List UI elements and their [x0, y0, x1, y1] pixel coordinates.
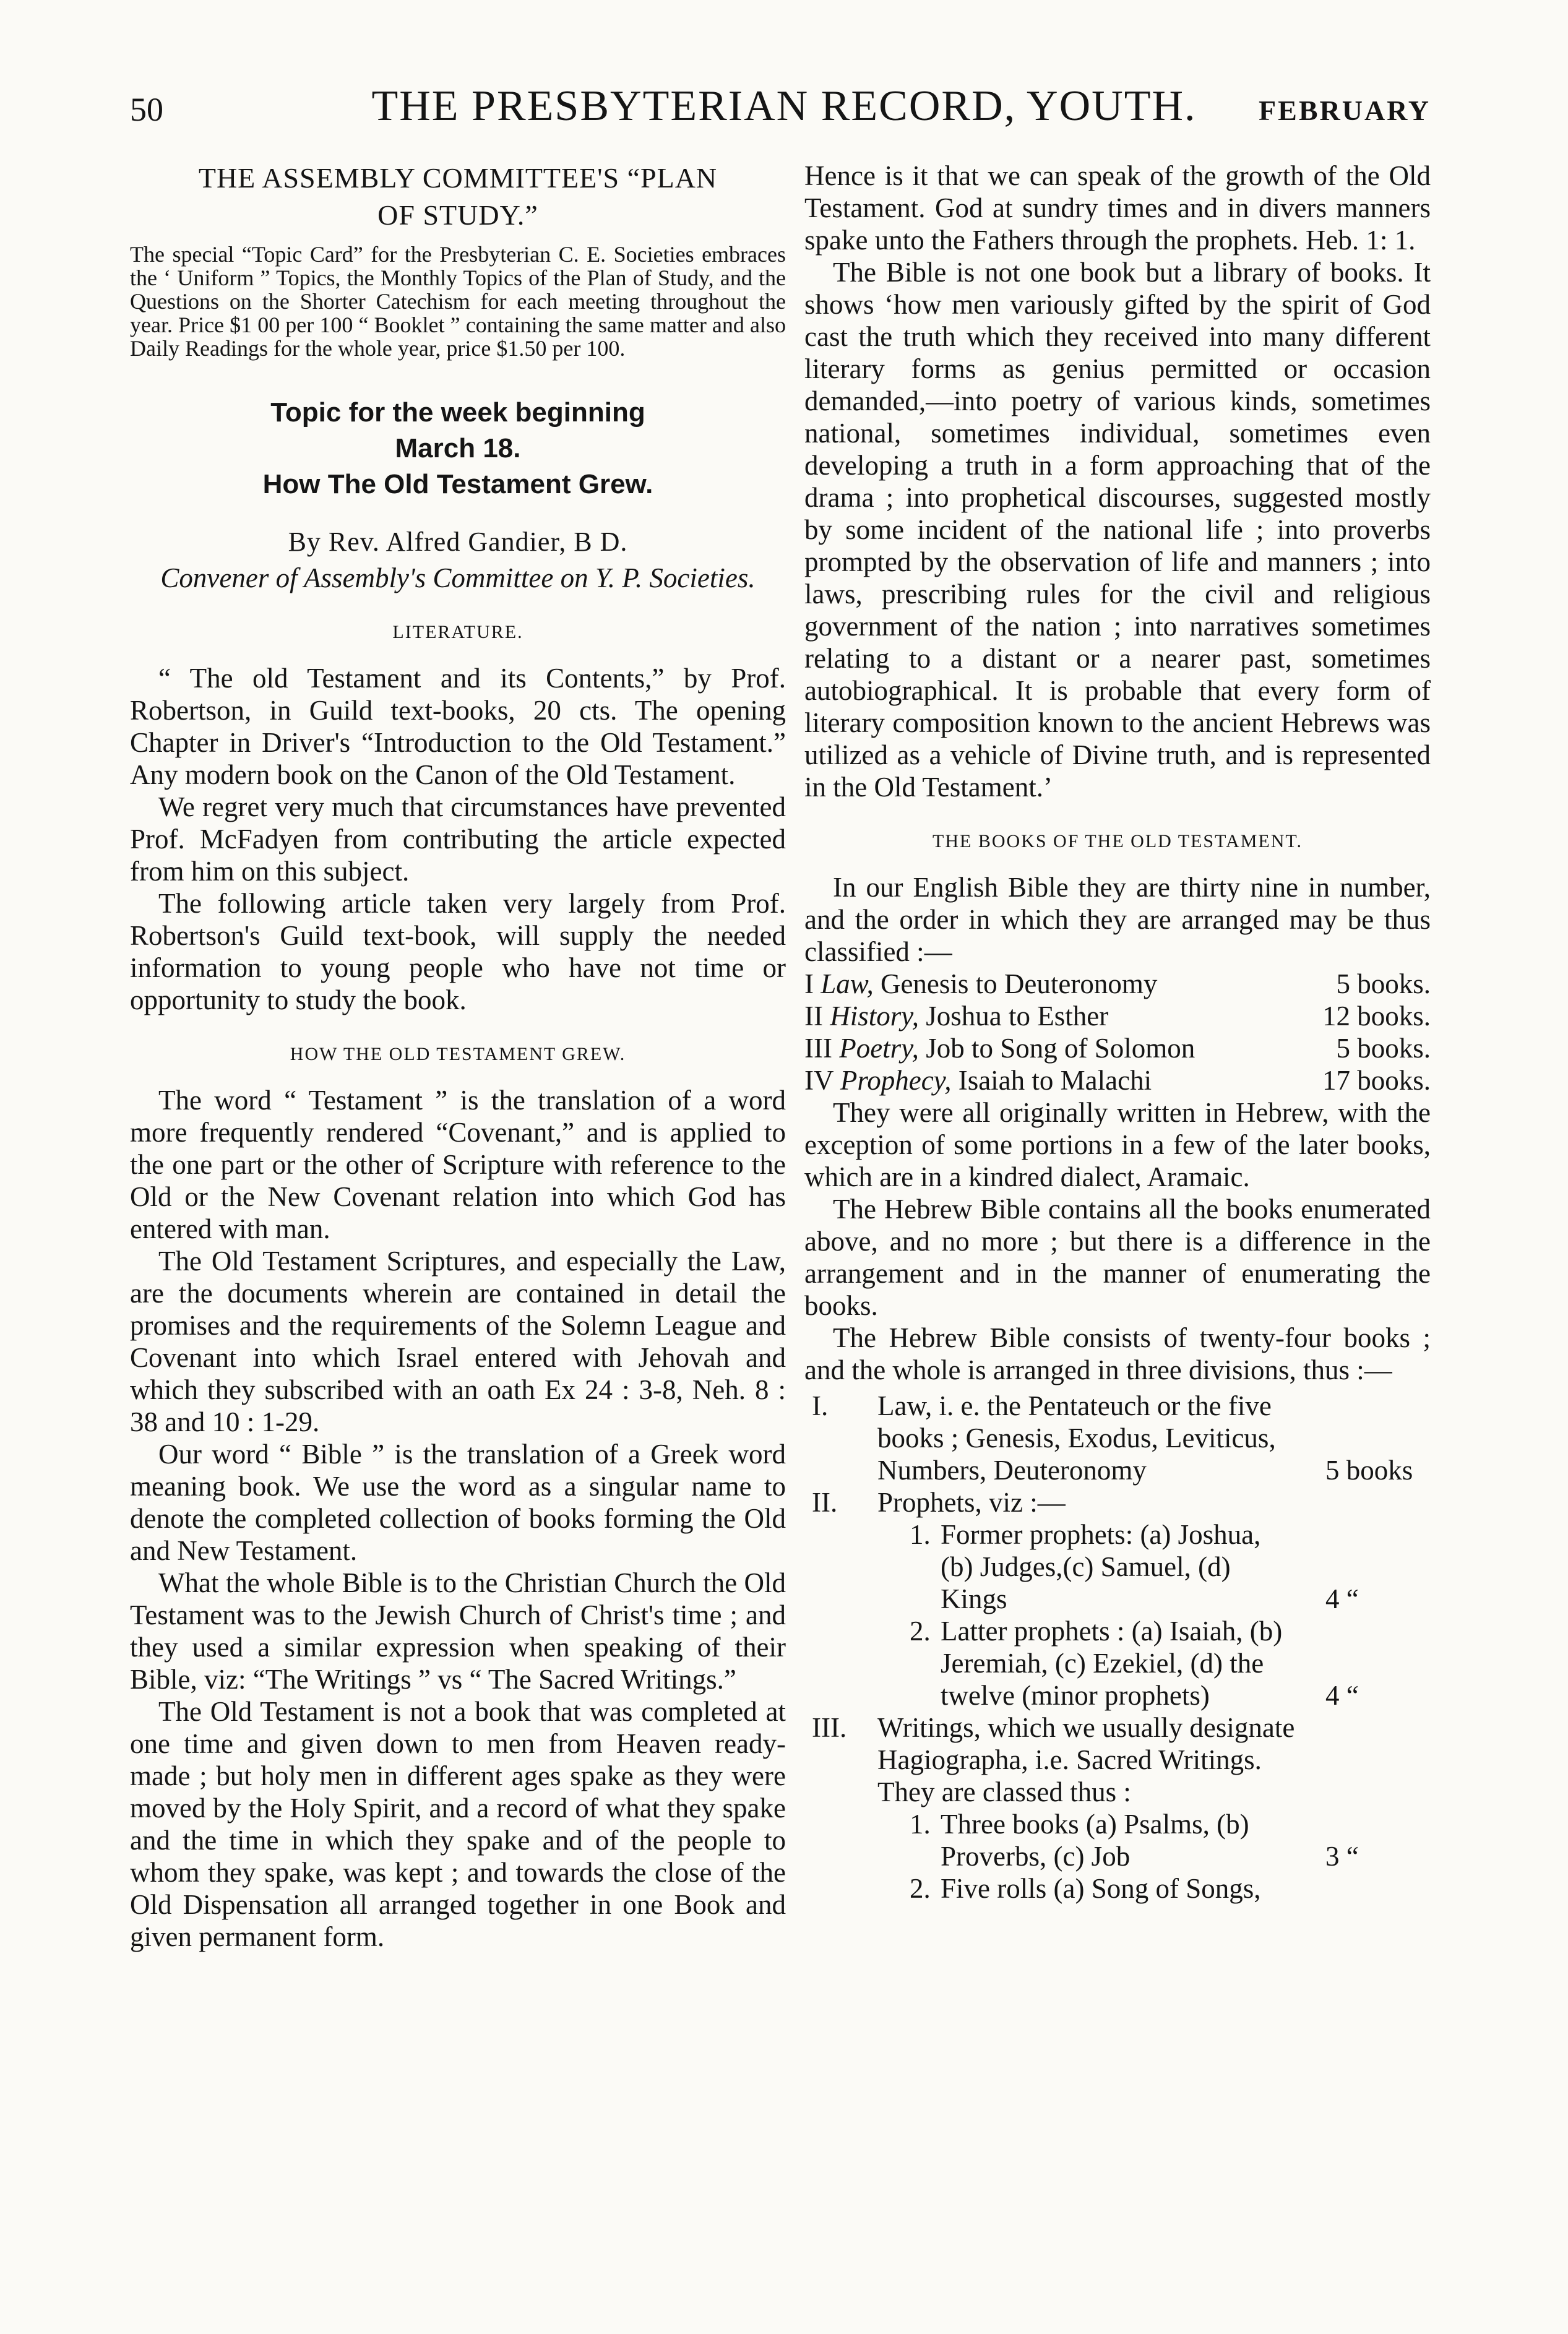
- left-column: [130, 160, 786, 2288]
- book-group-number: IV: [804, 1065, 834, 1096]
- paragraph: The Old Testament is not a book that was completed at one time and given down to men from Heaven ready-made ; but holy men in different ages spake as they were moved by the Holy Spirit, and a record of what they spake and the time in which they spake and of the people to whom they spake, was kept ; and towards the close of the Old Dispensation all arranged together in one Book and given permanent form.: [130, 1696, 786, 1952]
- paragraph: “ The old Testament and its Contents,” by Prof. Robertson, in Guild text-books, 20 cts. The opening Chapter in Driver's “Introduction to the Old Testament.” Any modern book on the Canon of the Old Testament.: [130, 663, 786, 790]
- book-group-row: [804, 1000, 1431, 1032]
- topic-title: How The Old Testament Grew.: [262, 469, 653, 499]
- subdivision-latter-prophets: [804, 1615, 1431, 1712]
- assembly-title-line: THE ASSEMBLY COMMITTEE'S “PLAN: [198, 162, 718, 194]
- paragraph: The Old Testament Scriptures, and especially the Law, are the documents wherein are contained in detail the promises and the requirements of the Solemn League and Covenant into which Israel entered with Jehovah and which they subscribed with an oath Ex 24 : 3-8, Neh. 8 : 38 and 10 : 1-29.: [130, 1246, 786, 1437]
- topic-date: March 18.: [395, 433, 521, 463]
- book-group-count: 17 books.: [1322, 1065, 1431, 1096]
- division-text: Law, i. e. the Pentateuch or the five books ; Genesis, Exodus, Leviticus, Numbers, Deuteronomy: [877, 1390, 1276, 1486]
- division-writings: [804, 1712, 1431, 1808]
- subdivision-number: 2.: [910, 1873, 931, 1904]
- subdivision-text: Five rolls (a) Song of Songs,: [941, 1873, 1261, 1904]
- book-group-cell: [804, 968, 1294, 1000]
- issue-month: FEBRUARY: [1259, 95, 1431, 126]
- page-number: 50: [130, 91, 163, 128]
- subdivision-five-rolls: [804, 1872, 1431, 1905]
- paragraph: We regret very much that circumstances have prevented Prof. McFadyen from contributing the article expected from him on this subject.: [130, 791, 786, 887]
- book-group-count: 12 books.: [1322, 1001, 1431, 1031]
- book-group-name: Prophecy,: [840, 1065, 952, 1096]
- book-group-cell: [804, 1032, 1294, 1064]
- book-group-name: Poetry,: [839, 1033, 919, 1064]
- book-group-name: Law,: [821, 968, 874, 999]
- book-group-cell: [804, 1000, 1294, 1032]
- book-group-range: Genesis to Deuteronomy: [873, 968, 1158, 999]
- subdivision-number: 2.: [910, 1616, 931, 1647]
- book-group-cell: [804, 1064, 1294, 1096]
- assembly-title: [130, 160, 786, 234]
- english-books-table: [804, 968, 1431, 1096]
- grew-heading: HOW THE OLD TESTAMENT GREW.: [290, 1044, 626, 1064]
- convener-line: Convener of Assembly's Committee on Y. P. Societies.: [160, 562, 756, 593]
- book-group-range: Joshua to Esther: [919, 1001, 1109, 1031]
- book-group-count: 5 books.: [1336, 968, 1431, 999]
- paragraph: The following article taken very largely from Prof. Robertson's Guild text-book, will supply the needed information to young people who have not time or opportunity to study the book.: [130, 888, 786, 1015]
- subdivision-count: 4 “: [1325, 1680, 1359, 1711]
- subdivision-text: Three books (a) Psalms, (b) Proverbs, (c) Job: [941, 1809, 1249, 1872]
- subdivision-text: Former prophets: (a) Joshua, (b) Judges,(c) Samuel, (d) Kings: [941, 1519, 1261, 1614]
- book-group-range: Isaiah to Malachi: [951, 1065, 1152, 1096]
- hebrew-divisions: [804, 1390, 1431, 1905]
- division-number: II.: [812, 1487, 838, 1518]
- book-group-row: [804, 1064, 1431, 1096]
- division-text: Writings, which we usually designate Hagiographa, i.e. Sacred Writings. They are classed thus :: [877, 1712, 1295, 1807]
- division-prophets: [804, 1486, 1431, 1518]
- book-group-row: [804, 1032, 1431, 1064]
- book-group-count: 5 books.: [1336, 1033, 1431, 1064]
- subdivision-former-prophets: [804, 1518, 1431, 1615]
- topic-heading: [130, 395, 786, 502]
- paragraph: What the whole Bible is to the Christian Church the Old Testament was to the Jewish Church of Christ's time ; and they used a similar expression when speaking of their Bible, viz: “The Writings ” vs “ The Sacred Writings.”: [130, 1567, 786, 1695]
- book-group-row: [804, 968, 1431, 1000]
- running-title: THE PRESBYTERIAN RECORD, YOUTH.: [371, 82, 1197, 130]
- page-header: [0, 82, 1568, 136]
- assembly-note: The special “Topic Card” for the Presbyterian C. E. Societies embraces the ‘ Uniform ” Topics, the Monthly Topics of the Plan of Study, and the Questions on the Shorter Catechism for each meeting throughout the year. Price $1 00 per 100 “ Booklet ” containing the same matter and also Daily Readings for the whole year, price $1.50 per 100.: [130, 242, 786, 361]
- subdivision-text: Latter prophets : (a) Isaiah, (b) Jeremiah, (c) Ezekiel, (d) the twelve (minor prophets): [941, 1616, 1283, 1711]
- division-text: Prophets, viz :—: [877, 1487, 1066, 1518]
- paragraph: The Hebrew Bible consists of twenty-four books ; and the whole is arranged in three divisions, thus :—: [804, 1322, 1431, 1385]
- paragraph: The Hebrew Bible contains all the books enumerated above, and no more ; but there is a difference in the arrangement and in the manner of enumerating the books.: [804, 1194, 1431, 1321]
- book-group-number: II: [804, 1001, 823, 1031]
- subdivision-count: 3 “: [1325, 1841, 1359, 1872]
- paragraph: They were all originally written in Hebrew, with the exception of some portions in a few of the later books, which are in a kindred dialect, Aramaic.: [804, 1097, 1431, 1192]
- subdivision-three-books: [804, 1808, 1431, 1872]
- paragraph: The word “ Testament ” is the translation of a word more frequently rendered “Covenant,” and is applied to the one part or the other of Scripture with reference to the Old or the New Covenant relation into which God has entered with man.: [130, 1085, 786, 1244]
- subdivision-count: 4 “: [1325, 1583, 1359, 1614]
- paragraph: Our word “ Bible ” is the translation of a Greek word meaning book. We use the word as a singular name to denote the completed collection of books forming the Old and New Testament.: [130, 1439, 786, 1566]
- book-group-number: I: [804, 968, 814, 999]
- paragraph: The Bible is not one book but a library of books. It shows ‘how men variously gifted by the spirit of God cast the truth which they received into many different literary forms as genius permitted or occasion demanded,—into poetry of various kinds, sometimes national, sometimes individual, sometimes even developing a truth in a form approaching that of the drama ; into prophetical discourses, suggested mostly by some incident of the national life ; into proverbs prompted by the observation of life and manners ; into laws, prescribing rules for the civil and religious government of the nation ; into narratives sometimes relating to a distant or a nearer past, sometimes autobiographical. It is probable that every form of literary composition known to the ancient Hebrews was utilized as a vehicle of Divine truth, and is represented in the Old Testament.’: [804, 257, 1431, 803]
- right-column: [804, 160, 1431, 2288]
- division-number: III.: [812, 1712, 847, 1743]
- division-number: I.: [812, 1390, 829, 1421]
- book-group-name: History,: [830, 1001, 920, 1031]
- book-group-number: III: [804, 1033, 832, 1064]
- topic-line: Topic for the week beginning: [270, 397, 645, 428]
- subdivision-number: 1.: [910, 1809, 931, 1840]
- literature-heading: LITERATURE.: [392, 622, 523, 642]
- books-heading: THE BOOKS OF THE OLD TESTAMENT.: [933, 831, 1303, 851]
- paragraph: Hence is it that we can speak of the growth of the Old Testament. God at sundry times and in divers manners spake unto the Fathers through the prophets. Heb. 1: 1.: [804, 160, 1431, 256]
- byline: By Rev. Alfred Gandier, B D.: [288, 527, 628, 557]
- book-group-range: Job to Song of Solomon: [918, 1033, 1195, 1064]
- division-law: [804, 1390, 1431, 1486]
- paragraph: In our English Bible they are thirty nine in number, and the order in which they are arranged may be thus classified :—: [804, 872, 1431, 967]
- subdivision-number: 1.: [910, 1519, 931, 1550]
- division-count: 5 books: [1325, 1455, 1413, 1486]
- assembly-title-line: OF STUDY.”: [377, 199, 538, 231]
